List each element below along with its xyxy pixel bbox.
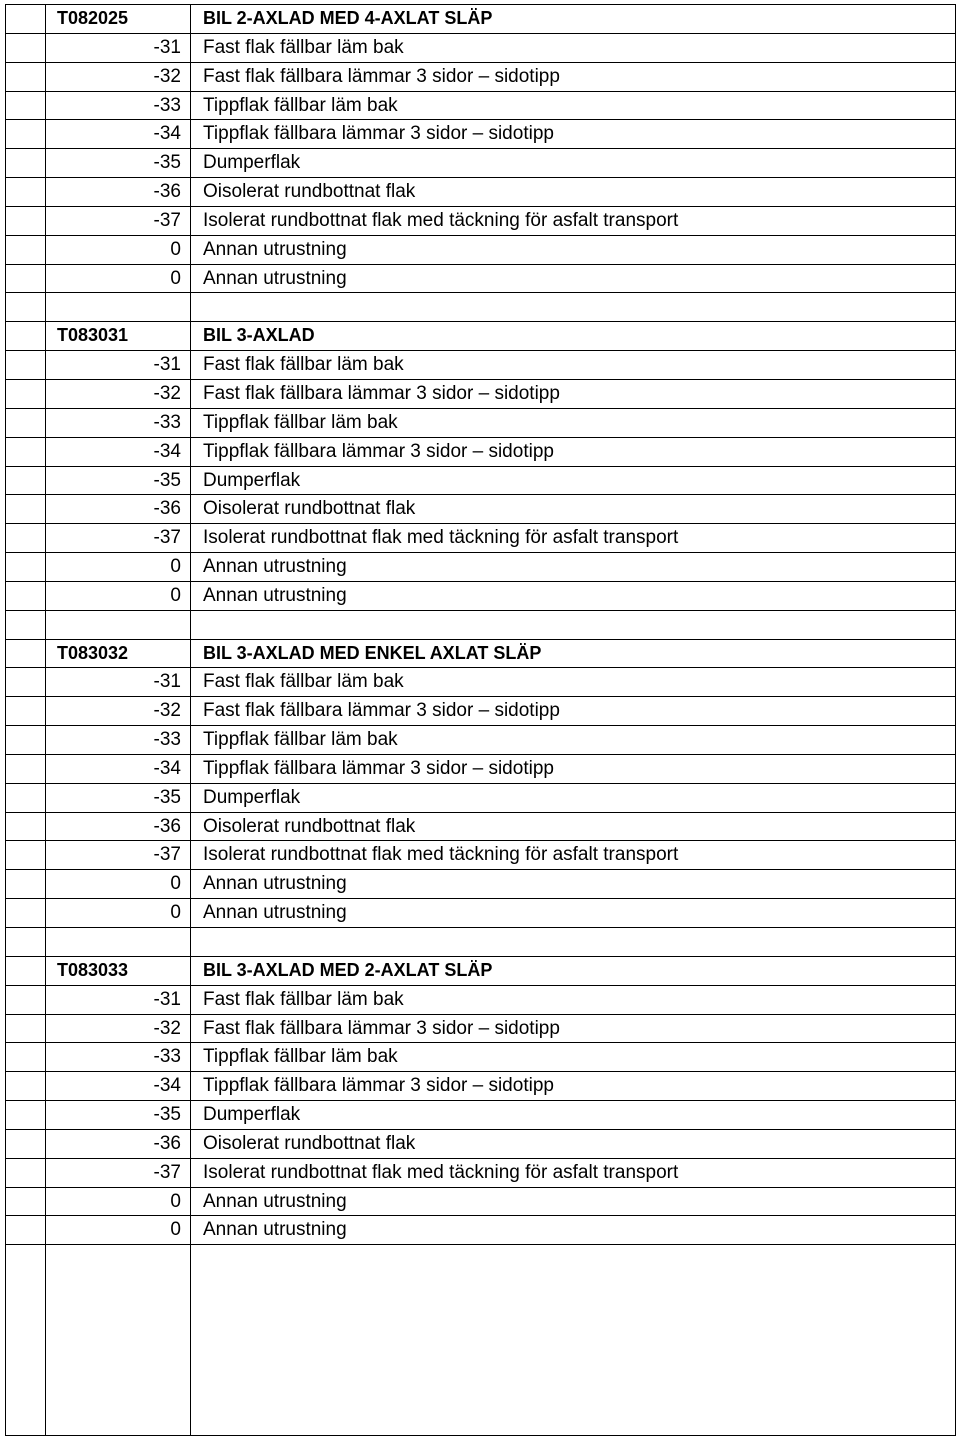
- item-description: Oisolerat rundbottnat flak: [203, 815, 416, 837]
- empty-cell: [6, 986, 46, 1014]
- item-description: Dumperflak: [203, 469, 301, 491]
- table-row: [6, 351, 955, 380]
- empty-cell: [6, 92, 46, 120]
- item-number: -32: [46, 63, 191, 91]
- item-description: Annan utrustning: [203, 873, 347, 895]
- group-header-row: [6, 322, 955, 351]
- empty-cell: [6, 697, 46, 725]
- empty-cell: [46, 928, 191, 956]
- table-row: [6, 582, 955, 611]
- item-number: -31: [46, 34, 191, 62]
- table-row: [6, 120, 955, 149]
- item-description: Tippflak fällbara lämmar 3 sidor – sidotipp: [203, 1075, 554, 1097]
- empty-cell: [6, 1015, 46, 1043]
- empty-cell: [6, 120, 46, 148]
- empty-cell: [6, 293, 46, 321]
- item-description: Annan utrustning: [203, 1190, 347, 1212]
- table-row: [6, 409, 955, 438]
- table-row: [6, 870, 955, 899]
- item-description: Isolerat rundbottnat flak med täckning för asfalt transport: [203, 844, 679, 866]
- empty-cell: [6, 553, 46, 581]
- item-number: -37: [46, 1159, 191, 1187]
- empty-cell: [6, 207, 46, 235]
- item-number: -35: [46, 784, 191, 812]
- empty-cell: [6, 380, 46, 408]
- empty-cell: [6, 5, 46, 33]
- table-row: [6, 726, 955, 755]
- empty-cell: [6, 495, 46, 523]
- empty-cell: [6, 1101, 46, 1129]
- group-title: BIL 3-AXLAD MED 2-AXLAT SLÄP: [203, 959, 493, 980]
- table-row: [6, 1159, 955, 1188]
- empty-cell: [6, 1130, 46, 1158]
- table-row: [6, 986, 955, 1015]
- item-number: -31: [46, 351, 191, 379]
- table-row: [6, 265, 955, 294]
- item-description: Isolerat rundbottnat flak med täckning för asfalt transport: [203, 209, 679, 231]
- empty-cell: [6, 34, 46, 62]
- empty-cell: [6, 178, 46, 206]
- item-description: Fast flak fällbara lämmar 3 sidor – sidotipp: [203, 382, 560, 404]
- empty-cell: [6, 1244, 46, 1435]
- item-number: -36: [46, 1130, 191, 1158]
- group-header-row: [6, 640, 955, 669]
- item-number: 0: [46, 1188, 191, 1216]
- item-number: -34: [46, 1072, 191, 1100]
- empty-cell: [6, 524, 46, 552]
- item-number: -34: [46, 755, 191, 783]
- empty-tail-row: [6, 1244, 955, 1435]
- item-description: Isolerat rundbottnat flak med täckning för asfalt transport: [203, 527, 679, 549]
- item-description: Annan utrustning: [203, 1219, 347, 1241]
- item-description: Tippflak fällbar läm bak: [203, 411, 398, 433]
- document-table: [5, 4, 956, 1436]
- table-row: [6, 34, 955, 63]
- empty-cell: [6, 467, 46, 495]
- spacer-row: [6, 611, 955, 640]
- empty-cell: [6, 784, 46, 812]
- item-description: Fast flak fällbara lämmar 3 sidor – sidotipp: [203, 700, 560, 722]
- empty-cell: [6, 813, 46, 841]
- item-number: -35: [46, 149, 191, 177]
- empty-cell: [6, 1072, 46, 1100]
- empty-cell: [6, 841, 46, 869]
- table-row: [6, 438, 955, 467]
- table-row: [6, 668, 955, 697]
- item-number: 0: [46, 236, 191, 264]
- empty-cell: [6, 1188, 46, 1216]
- item-description: Tippflak fällbar läm bak: [203, 94, 398, 116]
- group-title: BIL 2-AXLAD MED 4-AXLAT SLÄP: [203, 8, 493, 28]
- item-number: 0: [46, 870, 191, 898]
- table-row: [6, 1015, 955, 1044]
- table-row: [6, 1072, 955, 1101]
- empty-cell: [191, 928, 955, 956]
- empty-cell: [6, 640, 46, 668]
- empty-cell: [6, 1043, 46, 1071]
- item-description: Fast flak fällbar läm bak: [203, 354, 404, 376]
- group-header-row: [6, 957, 955, 986]
- item-description: Isolerat rundbottnat flak med täckning för asfalt transport: [203, 1161, 679, 1183]
- item-description: Oisolerat rundbottnat flak: [203, 181, 416, 203]
- item-number: -35: [46, 467, 191, 495]
- item-description: Annan utrustning: [203, 238, 347, 260]
- table-row: [6, 784, 955, 813]
- empty-cell: [6, 149, 46, 177]
- spacer-row: [6, 293, 955, 322]
- item-description: Dumperflak: [203, 152, 301, 174]
- item-number: 0: [46, 899, 191, 927]
- item-description: Fast flak fällbara lämmar 3 sidor – sidotipp: [203, 1017, 560, 1039]
- item-number: -31: [46, 986, 191, 1014]
- item-number: 0: [46, 553, 191, 581]
- spacer-row: [6, 928, 955, 957]
- empty-cell: [6, 322, 46, 350]
- item-description: Oisolerat rundbottnat flak: [203, 1132, 416, 1154]
- empty-cell: [6, 928, 46, 956]
- item-number: -33: [46, 409, 191, 437]
- empty-cell: [6, 870, 46, 898]
- item-number: -36: [46, 495, 191, 523]
- table-row: [6, 841, 955, 870]
- item-description: Annan utrustning: [203, 584, 347, 606]
- group-header-row: [6, 5, 955, 34]
- group-code: T082025: [46, 5, 191, 33]
- table-row: [6, 697, 955, 726]
- empty-cell: [191, 611, 955, 639]
- item-description: Fast flak fällbar läm bak: [203, 36, 404, 58]
- item-number: 0: [46, 1216, 191, 1244]
- empty-cell: [6, 611, 46, 639]
- table-row: [6, 899, 955, 928]
- table-rows: [6, 5, 955, 1245]
- item-number: -36: [46, 813, 191, 841]
- item-description: Dumperflak: [203, 1104, 301, 1126]
- item-description: Annan utrustning: [203, 902, 347, 924]
- item-description: Dumperflak: [203, 786, 301, 808]
- table-row: [6, 92, 955, 121]
- empty-cell: [46, 611, 191, 639]
- empty-cell: [191, 293, 955, 321]
- item-number: -37: [46, 841, 191, 869]
- group-title: BIL 3-AXLAD: [203, 325, 315, 346]
- table-row: [6, 1130, 955, 1159]
- item-description: Fast flak fällbar läm bak: [203, 671, 404, 693]
- table-row: [6, 207, 955, 236]
- empty-cell: [6, 726, 46, 754]
- item-number: 0: [46, 582, 191, 610]
- table-row: [6, 755, 955, 784]
- item-number: -32: [46, 697, 191, 725]
- empty-cell: [6, 668, 46, 696]
- item-number: -32: [46, 380, 191, 408]
- item-number: -36: [46, 178, 191, 206]
- table-row: [6, 467, 955, 496]
- empty-cell: [6, 265, 46, 293]
- group-code: T083031: [46, 322, 191, 350]
- empty-cell: [6, 409, 46, 437]
- group-title: BIL 3-AXLAD MED ENKEL AXLAT SLÄP: [203, 642, 542, 663]
- item-number: -37: [46, 207, 191, 235]
- item-description: Tippflak fällbar läm bak: [203, 1046, 398, 1068]
- table-row: [6, 178, 955, 207]
- item-description: Tippflak fällbara lämmar 3 sidor – sidotipp: [203, 123, 554, 145]
- empty-cell: [191, 1244, 955, 1435]
- item-number: -33: [46, 726, 191, 754]
- item-description: Tippflak fällbar läm bak: [203, 729, 398, 751]
- item-number: -33: [46, 92, 191, 120]
- item-number: -31: [46, 668, 191, 696]
- table-row: [6, 524, 955, 553]
- item-number: -33: [46, 1043, 191, 1071]
- table-row: [6, 553, 955, 582]
- item-description: Annan utrustning: [203, 267, 347, 289]
- empty-cell: [6, 582, 46, 610]
- item-description: Oisolerat rundbottnat flak: [203, 498, 416, 520]
- empty-cell: [6, 351, 46, 379]
- item-description: Tippflak fällbara lämmar 3 sidor – sidotipp: [203, 440, 554, 462]
- item-number: -34: [46, 438, 191, 466]
- item-number: -35: [46, 1101, 191, 1129]
- item-description: Tippflak fällbara lämmar 3 sidor – sidotipp: [203, 757, 554, 779]
- empty-cell: [6, 1159, 46, 1187]
- group-code: T083032: [46, 640, 191, 668]
- table-row: [6, 236, 955, 265]
- empty-cell: [6, 957, 46, 985]
- item-description: Fast flak fällbara lämmar 3 sidor – sidotipp: [203, 65, 560, 87]
- empty-cell: [6, 63, 46, 91]
- item-number: 0: [46, 265, 191, 293]
- empty-cell: [6, 236, 46, 264]
- table-row: [6, 1216, 955, 1245]
- table-row: [6, 380, 955, 409]
- table-row: [6, 1101, 955, 1130]
- table-row: [6, 1188, 955, 1217]
- empty-cell: [46, 293, 191, 321]
- empty-cell: [46, 1244, 191, 1435]
- table-row: [6, 813, 955, 842]
- empty-cell: [6, 899, 46, 927]
- item-number: -37: [46, 524, 191, 552]
- empty-cell: [6, 755, 46, 783]
- group-code: T083033: [46, 957, 191, 985]
- item-description: Fast flak fällbar läm bak: [203, 988, 404, 1010]
- table-row: [6, 63, 955, 92]
- table-row: [6, 495, 955, 524]
- empty-cell: [6, 438, 46, 466]
- item-number: -34: [46, 120, 191, 148]
- empty-cell: [6, 1216, 46, 1244]
- item-number: -32: [46, 1015, 191, 1043]
- table-row: [6, 1043, 955, 1072]
- item-description: Annan utrustning: [203, 556, 347, 578]
- table-row: [6, 149, 955, 178]
